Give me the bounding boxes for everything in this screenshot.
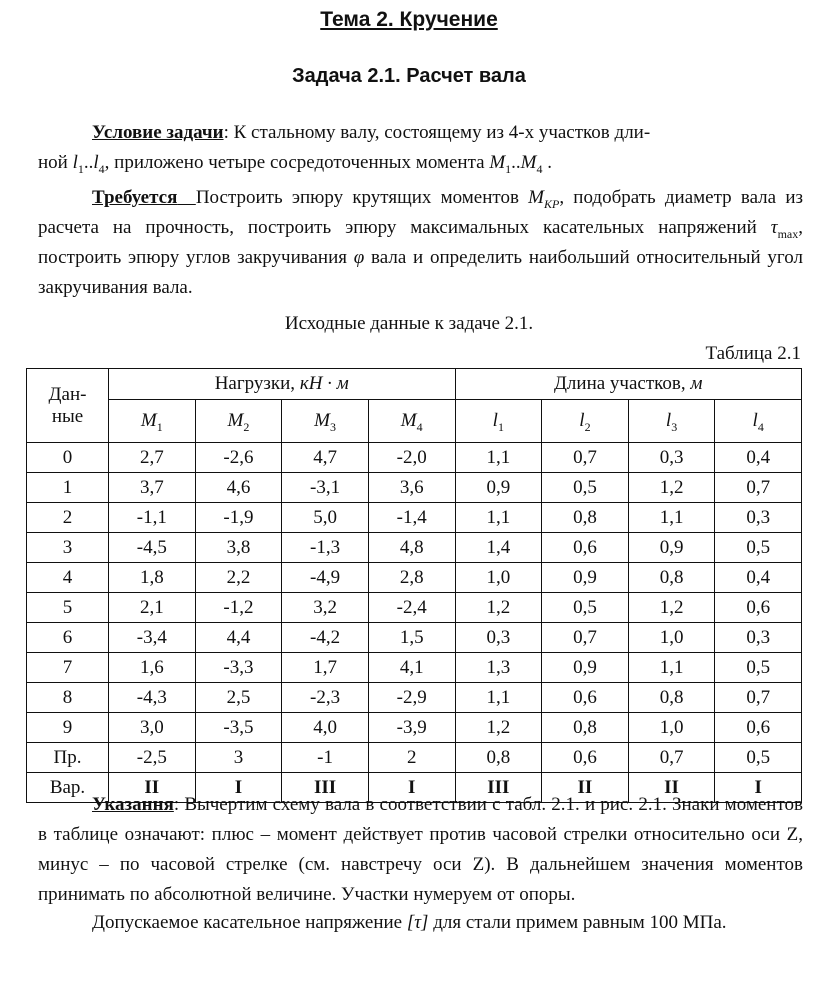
table-cell: -1 — [282, 743, 369, 773]
table-cell: 9 — [27, 713, 109, 743]
table-row — [27, 593, 802, 623]
table-row — [27, 473, 802, 503]
table-cell: 3,0 — [109, 713, 196, 743]
table-cell: 7 — [27, 653, 109, 683]
required-lead: Требуется — [92, 187, 178, 208]
table-cell: II — [628, 773, 715, 803]
required-paragraph: Требуется Построить эпюру крутящих моментов $M_{КР}$, подобрать диаметр вала из расчета на прочность, построить эпюру максимальных касательных напряжений $\tau_{max}$, построить эпюру углов закручивания φ вала и определить наибольший относительный угол закручивания вала. — [38, 187, 803, 298]
table-cell: 0,5 — [542, 593, 629, 623]
sub-header-l1: $l_1$ — [455, 400, 542, 443]
table-cell: 0,9 — [628, 533, 715, 563]
table-cell: 3,7 — [109, 473, 196, 503]
sub-header-l4: $l_4$ — [715, 400, 802, 443]
table-cell: -1,4 — [368, 503, 455, 533]
table-cell: 1,3 — [455, 653, 542, 683]
table-cell: -1,3 — [282, 533, 369, 563]
table-cell: 0,7 — [715, 683, 802, 713]
table-cell: I — [715, 773, 802, 803]
table-row — [27, 533, 802, 563]
header-loads: Нагрузки, кН · м — [109, 369, 456, 400]
table-cell: 5 — [27, 593, 109, 623]
table-cell: 3,8 — [195, 533, 282, 563]
table-cell: 4,6 — [195, 473, 282, 503]
table-cell: 1,2 — [628, 473, 715, 503]
table-cell: I — [368, 773, 455, 803]
table-cell: -2,0 — [368, 443, 455, 473]
table-cell: 1,1 — [628, 503, 715, 533]
table-cell: 8 — [27, 683, 109, 713]
table-cell: 2,1 — [109, 593, 196, 623]
table-cell: -3,5 — [195, 713, 282, 743]
table-cell: 1,6 — [109, 653, 196, 683]
table-cell: 2,2 — [195, 563, 282, 593]
sub-header-m1: $M_1$ — [109, 400, 196, 443]
table-cell: -2,6 — [195, 443, 282, 473]
sub-header-l2: $l_2$ — [542, 400, 629, 443]
table-cell: 0,8 — [628, 563, 715, 593]
table-cell: 2,5 — [195, 683, 282, 713]
instructions-lead: Указання — [92, 794, 174, 815]
table-cell: 0,8 — [542, 713, 629, 743]
table-cell: 5,0 — [282, 503, 369, 533]
table-cell: 3,2 — [282, 593, 369, 623]
table-cell: 0,6 — [542, 533, 629, 563]
table-row — [27, 443, 802, 473]
table-cell: 1,5 — [368, 623, 455, 653]
table-cell: -1,9 — [195, 503, 282, 533]
table-cell: 0,4 — [715, 563, 802, 593]
table-cell: 2 — [27, 503, 109, 533]
table-row — [27, 713, 802, 743]
table-cell: 0,7 — [715, 473, 802, 503]
table-cell: 0,9 — [542, 653, 629, 683]
table-cell: 3,6 — [368, 473, 455, 503]
table-cell: -3,3 — [195, 653, 282, 683]
table-cell: II — [109, 773, 196, 803]
condition-paragraph: Условие задачи: К стальному валу, состоящему из 4-х участков дли- ной $l_1..l_4$, приложено четыре сосредоточенных момента $M_1..M_4$ . — [38, 122, 651, 176]
table-row — [27, 683, 802, 713]
allowable-stress-paragraph: Допускаемое касательное напряжение [τ] для стали примем равным 100 МПа. — [92, 912, 727, 933]
table-cell: Пр. — [27, 743, 109, 773]
table-cell: -4,5 — [109, 533, 196, 563]
table-cell: -4,3 — [109, 683, 196, 713]
table-cell: 0,6 — [715, 593, 802, 623]
table-cell: 0,5 — [542, 473, 629, 503]
table-cell: 1,2 — [628, 593, 715, 623]
table-cell: 3 — [27, 533, 109, 563]
table-cell: 1,1 — [455, 683, 542, 713]
table-cell: 1,7 — [282, 653, 369, 683]
sub-header-m3: $M_3$ — [282, 400, 369, 443]
table-cell: -1,1 — [109, 503, 196, 533]
table-cell: 0 — [27, 443, 109, 473]
table-cell: 0,6 — [542, 743, 629, 773]
table-cell: 1 — [27, 473, 109, 503]
table-cell: 0,9 — [542, 563, 629, 593]
table-cell: 0,4 — [715, 443, 802, 473]
input-data-table — [26, 368, 802, 803]
table-cell: -3,9 — [368, 713, 455, 743]
table-cell: 0,6 — [542, 683, 629, 713]
table-cell: 4 — [27, 563, 109, 593]
table-cell: 0,5 — [715, 743, 802, 773]
table-cell: 0,6 — [715, 713, 802, 743]
table-cell: 0,7 — [542, 623, 629, 653]
table-cell: 1,0 — [628, 713, 715, 743]
table-cell: 0,3 — [455, 623, 542, 653]
sub-header-m2: $M_2$ — [195, 400, 282, 443]
table-cell: 0,3 — [715, 623, 802, 653]
condition-lead: Условие задачи — [92, 122, 224, 143]
header-data: Дан- ные — [27, 369, 109, 443]
table-cell: III — [282, 773, 369, 803]
table-cell: 1,2 — [455, 713, 542, 743]
table-cell: -3,4 — [109, 623, 196, 653]
table-cell: 1,1 — [455, 503, 542, 533]
table-cell: 0,3 — [628, 443, 715, 473]
table-cell: 0,3 — [715, 503, 802, 533]
table-cell: 4,4 — [195, 623, 282, 653]
table-cell: -2,4 — [368, 593, 455, 623]
table-cell: 1,1 — [628, 653, 715, 683]
table-cell: 0,7 — [628, 743, 715, 773]
table-row — [27, 563, 802, 593]
table-row — [27, 743, 802, 773]
table-cell: 1,1 — [455, 443, 542, 473]
table-cell: 0,7 — [542, 443, 629, 473]
table-cell: 3 — [195, 743, 282, 773]
table-cell: 4,1 — [368, 653, 455, 683]
table-cell: -2,9 — [368, 683, 455, 713]
table-cell: 1,0 — [628, 623, 715, 653]
table-caption: Исходные данные к задаче 2.1. — [284, 313, 534, 334]
table-row — [27, 623, 802, 653]
table-cell: 0,8 — [628, 683, 715, 713]
table-cell: 1,2 — [455, 593, 542, 623]
table-row — [27, 653, 802, 683]
header-lengths: Длина участков, м — [455, 369, 802, 400]
table-cell: 4,7 — [282, 443, 369, 473]
table-label: Таблица 2.1 — [705, 343, 801, 364]
sub-header-l3: $l_3$ — [628, 400, 715, 443]
instructions-paragraph: Указання: Вычертим схему вала в соответствии с табл. 2.1. и рис. 2.1. Знаки моментов в таблице означают: плюс – момент действует против часовой стрелки относительно оси Z, минус – по часовой стрелке (см. навстречу оси Z). В дальнейшем значения моментов принимать по абсолютной величине. Участки нумеруем от опоры. — [38, 794, 803, 905]
table-cell: 4,0 — [282, 713, 369, 743]
sub-header-m4: $M_4$ — [368, 400, 455, 443]
table-cell: -4,2 — [282, 623, 369, 653]
table-cell: 2,8 — [368, 563, 455, 593]
table-cell: -4,9 — [282, 563, 369, 593]
table-cell: -2,3 — [282, 683, 369, 713]
table-cell: 2 — [368, 743, 455, 773]
table-cell: 2,7 — [109, 443, 196, 473]
table-cell: 1,8 — [109, 563, 196, 593]
table-cell: III — [455, 773, 542, 803]
table-cell: 0,8 — [455, 743, 542, 773]
table-cell: 0,9 — [455, 473, 542, 503]
table-cell: I — [195, 773, 282, 803]
table-cell: 0,5 — [715, 653, 802, 683]
table-cell: -1,2 — [195, 593, 282, 623]
table-cell: 0,5 — [715, 533, 802, 563]
table-cell: 0,8 — [542, 503, 629, 533]
table-cell: 4,8 — [368, 533, 455, 563]
table-cell: 1,0 — [455, 563, 542, 593]
table-cell: 6 — [27, 623, 109, 653]
task-title: Задача 2.1. Расчет вала — [292, 65, 526, 87]
table-row — [27, 503, 802, 533]
table-cell: 1,4 — [455, 533, 542, 563]
table-cell: Вар. — [27, 773, 109, 803]
table-cell: -3,1 — [282, 473, 369, 503]
topic-title: Тема 2. Кручение — [320, 8, 498, 31]
table-cell: -2,5 — [109, 743, 196, 773]
table-cell: II — [542, 773, 629, 803]
